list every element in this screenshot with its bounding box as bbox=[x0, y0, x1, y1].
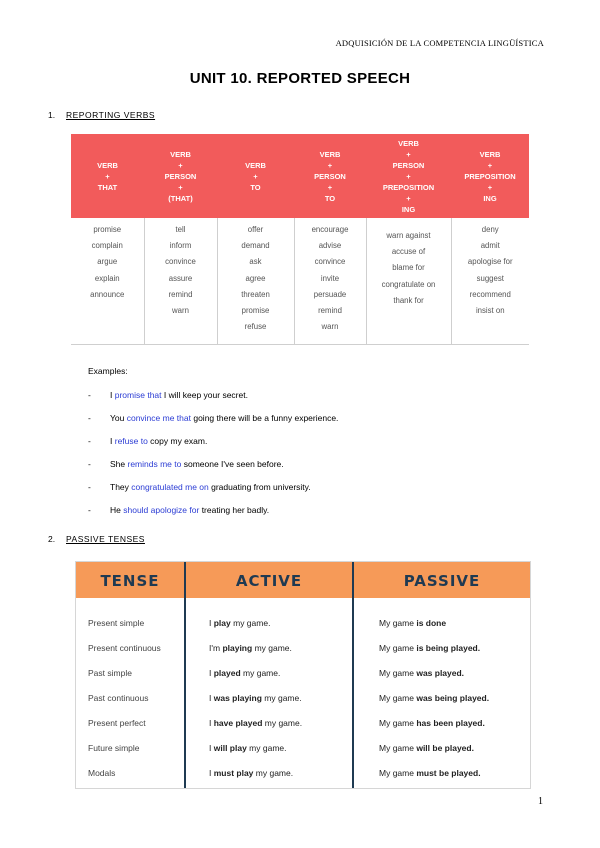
verb-item: thank for bbox=[393, 295, 424, 305]
running-header: ADQUISICIÓN DE LA COMPETENCIA LINGÜÍSTICA bbox=[335, 38, 544, 48]
verb-pattern-header bbox=[294, 134, 366, 218]
passive-bold-text: was being played. bbox=[416, 693, 490, 703]
active-example bbox=[209, 686, 302, 711]
sentence-start: They bbox=[110, 482, 132, 492]
verb-item: deny bbox=[481, 225, 499, 234]
verb-item: convince bbox=[165, 257, 196, 267]
header-line: THAT bbox=[97, 182, 118, 192]
example-sentence bbox=[88, 413, 338, 423]
table-header-row bbox=[76, 562, 530, 598]
reporting-verb-highlight: congratulated me on bbox=[131, 482, 209, 492]
header-line: VERB bbox=[97, 160, 118, 170]
reporting-verb-highlight: convince me that bbox=[126, 413, 191, 423]
passive-example bbox=[379, 736, 474, 761]
passive-pre-text: My game bbox=[379, 768, 417, 778]
active-pre-text: I bbox=[209, 618, 214, 628]
passive-bold-text: will be played. bbox=[416, 743, 474, 753]
tense-name: Present simple bbox=[88, 618, 145, 628]
passive-pre-text: My game bbox=[379, 668, 417, 678]
tense-name: Past simple bbox=[88, 668, 132, 678]
table-row bbox=[76, 736, 530, 761]
bullet-dash: - bbox=[88, 413, 91, 423]
verb-item: offer bbox=[247, 225, 264, 234]
header-line: PERSON bbox=[164, 171, 197, 181]
active-post-text: my game. bbox=[261, 693, 302, 703]
active-bold-text: play bbox=[213, 618, 231, 628]
active-example bbox=[209, 711, 302, 736]
header-line: + bbox=[253, 171, 258, 181]
sentence-end: I will keep your secret. bbox=[161, 390, 248, 400]
section-heading-passive-tenses bbox=[48, 534, 145, 544]
verb-item: threaten bbox=[241, 289, 270, 299]
header-line: ING bbox=[483, 193, 497, 203]
header-line: VERB bbox=[479, 149, 501, 159]
bullet-dash: - bbox=[88, 390, 91, 400]
active-example bbox=[209, 636, 292, 661]
bullet-dash: - bbox=[88, 505, 91, 515]
reporting-verb-highlight: refuse to bbox=[114, 436, 148, 446]
page-number: 1 bbox=[538, 796, 543, 807]
header-line: + bbox=[406, 149, 411, 159]
verb-item: invite bbox=[320, 273, 340, 283]
tense-name: Past continuous bbox=[88, 693, 149, 703]
table-row bbox=[76, 661, 530, 686]
verb-item: encourage bbox=[311, 225, 349, 234]
verb-item: congratulate on bbox=[381, 279, 436, 289]
examples-label: Examples: bbox=[88, 366, 128, 376]
passive-example bbox=[379, 686, 489, 711]
header-line: TO bbox=[250, 182, 261, 192]
passive-pre-text: My game bbox=[379, 718, 417, 728]
table-row bbox=[76, 711, 530, 736]
reporting-verb-highlight: should apologize for bbox=[123, 505, 200, 515]
verb-item: inform bbox=[169, 241, 192, 251]
verb-pattern-header bbox=[217, 134, 294, 218]
bullet-dash: - bbox=[88, 482, 91, 492]
passive-bold-text: must be played. bbox=[416, 768, 481, 778]
example-sentence bbox=[88, 482, 311, 492]
verb-item: announce bbox=[90, 289, 125, 299]
page-title: UNIT 10. REPORTED SPEECH bbox=[189, 70, 411, 87]
bullet-dash: - bbox=[88, 436, 91, 446]
verb-item: refuse bbox=[244, 322, 267, 332]
verb-pattern-header bbox=[71, 134, 144, 218]
section-number: 1. bbox=[48, 110, 56, 120]
active-bold-text: have played bbox=[213, 718, 263, 728]
sentence-start: You bbox=[110, 413, 127, 423]
active-post-text: my game. bbox=[240, 668, 281, 678]
section-number: 2. bbox=[48, 534, 56, 544]
tense-name: Modals bbox=[88, 768, 116, 778]
active-example bbox=[209, 611, 270, 636]
active-pre-text: I bbox=[209, 668, 214, 678]
passive-example bbox=[379, 636, 480, 661]
verb-list bbox=[144, 218, 217, 345]
verb-item: convince bbox=[314, 257, 346, 267]
verb-item: promise bbox=[93, 225, 122, 234]
verb-item: warn bbox=[172, 306, 189, 316]
verb-item: admit bbox=[480, 241, 500, 251]
verb-list bbox=[451, 218, 529, 345]
active-bold-text: will play bbox=[213, 743, 247, 753]
active-pre-text: I'm bbox=[209, 643, 223, 653]
tense-name: Future simple bbox=[88, 743, 140, 753]
header-line: VERB bbox=[245, 160, 266, 170]
verb-item: apologise for bbox=[467, 257, 513, 267]
header-passive: PASSIVE bbox=[403, 572, 481, 590]
active-post-text: my game. bbox=[246, 743, 287, 753]
header-line: + bbox=[406, 171, 411, 181]
verb-item: ask bbox=[249, 257, 262, 267]
passive-tenses-table bbox=[75, 561, 531, 789]
verb-item: recommend bbox=[469, 289, 511, 299]
section-heading-reporting-verbs bbox=[48, 110, 155, 120]
verb-list bbox=[294, 218, 366, 345]
active-post-text: my game. bbox=[253, 768, 294, 778]
header-active: ACTIVE bbox=[235, 572, 303, 590]
active-pre-text: I bbox=[209, 693, 214, 703]
verb-pattern-header bbox=[144, 134, 217, 218]
passive-example bbox=[379, 661, 464, 686]
verb-item: advise bbox=[318, 241, 342, 251]
verb-item: promise bbox=[241, 306, 270, 316]
verb-item: suggest bbox=[476, 273, 504, 283]
passive-example bbox=[379, 761, 481, 786]
verb-pattern-header bbox=[366, 134, 451, 218]
active-pre-text: I bbox=[209, 718, 214, 728]
passive-pre-text: My game bbox=[379, 643, 417, 653]
verb-item: tell bbox=[175, 225, 186, 234]
verb-item: remind bbox=[318, 306, 342, 316]
bullet-dash: - bbox=[88, 459, 91, 469]
passive-bold-text: is done bbox=[416, 618, 447, 628]
verb-item: demand bbox=[241, 241, 270, 251]
passive-example bbox=[379, 711, 485, 736]
sentence-start: She bbox=[110, 459, 128, 469]
verb-item: argue bbox=[97, 257, 118, 267]
sentence-end: someone I've seen before. bbox=[181, 459, 284, 469]
example-sentence bbox=[88, 505, 269, 515]
example-sentence bbox=[88, 459, 284, 469]
tense-name: Present continuous bbox=[88, 643, 161, 653]
verb-list bbox=[71, 218, 144, 345]
header-line: + bbox=[178, 182, 183, 192]
verb-item: assure bbox=[168, 273, 193, 283]
table-row bbox=[76, 636, 530, 661]
verb-item: insist on bbox=[475, 306, 505, 316]
header-line: + bbox=[327, 182, 333, 192]
header-line: PERSON bbox=[392, 160, 425, 170]
reporting-verb-highlight: reminds me to bbox=[127, 459, 182, 469]
verb-item: accuse of bbox=[391, 247, 426, 257]
header-tense: TENSE bbox=[100, 572, 160, 590]
sentence-end: going there will be a funny experience. bbox=[190, 413, 339, 423]
sentence-end: copy my exam. bbox=[147, 436, 208, 446]
example-sentence bbox=[88, 436, 207, 446]
verb-item: remind bbox=[168, 289, 193, 299]
passive-bold-text: was played. bbox=[416, 668, 465, 678]
table-row bbox=[76, 686, 530, 711]
verb-item: warn bbox=[321, 322, 339, 332]
verb-item: warn against bbox=[386, 231, 431, 240]
header-line: + bbox=[105, 171, 110, 181]
sentence-start: I bbox=[110, 390, 115, 400]
verb-item: complain bbox=[91, 241, 123, 251]
active-post-text: my game. bbox=[262, 718, 303, 728]
header-line: ING bbox=[401, 204, 416, 214]
header-line: VERB bbox=[319, 149, 341, 159]
example-sentence bbox=[88, 390, 248, 400]
reporting-verbs-table bbox=[71, 134, 529, 345]
active-bold-text: playing bbox=[222, 643, 253, 653]
sentence-end: treating her badly. bbox=[199, 505, 270, 515]
active-pre-text: I bbox=[209, 768, 214, 778]
active-example bbox=[209, 661, 280, 686]
active-post-text: my game. bbox=[252, 643, 292, 653]
table-row bbox=[76, 761, 530, 786]
passive-pre-text: My game bbox=[379, 743, 417, 753]
header-line: + bbox=[178, 160, 183, 170]
active-pre-text: I bbox=[209, 743, 214, 753]
active-bold-text: played bbox=[213, 668, 241, 678]
section-label: REPORTING VERBS bbox=[66, 110, 156, 120]
header-line: + bbox=[487, 182, 493, 192]
active-bold-text: must play bbox=[213, 768, 254, 778]
passive-pre-text: My game bbox=[379, 693, 417, 703]
sentence-start: I bbox=[110, 436, 115, 446]
header-line: (THAT) bbox=[168, 193, 193, 203]
header-line: PERSON bbox=[314, 171, 346, 181]
header-line: + bbox=[327, 160, 333, 170]
verb-item: agree bbox=[245, 273, 266, 283]
passive-example bbox=[379, 611, 446, 636]
verb-pattern-header bbox=[451, 134, 529, 218]
active-example bbox=[209, 736, 287, 761]
header-line: + bbox=[406, 193, 411, 203]
verb-list bbox=[366, 218, 451, 345]
header-line: PREPOSITION bbox=[382, 182, 435, 192]
reporting-verb-highlight: promise that bbox=[114, 390, 162, 400]
verb-list bbox=[217, 218, 294, 345]
header-line: VERB bbox=[398, 138, 419, 148]
passive-pre-text: My game bbox=[379, 618, 417, 628]
header-line: + bbox=[487, 160, 493, 170]
tense-name: Present perfect bbox=[88, 718, 146, 728]
header-line: TO bbox=[324, 193, 336, 203]
verb-item: explain bbox=[94, 273, 120, 283]
header-line: PREPOSITION bbox=[464, 171, 516, 181]
verb-item: persuade bbox=[313, 289, 347, 299]
active-bold-text: was playing bbox=[213, 693, 262, 703]
sentence-end: graduating from university. bbox=[208, 482, 311, 492]
active-post-text: my game. bbox=[230, 618, 271, 628]
table-row bbox=[76, 611, 530, 636]
header-line: VERB bbox=[170, 149, 191, 159]
active-example bbox=[209, 761, 293, 786]
section-label: PASSIVE TENSES bbox=[66, 534, 145, 544]
verb-item: blame for bbox=[392, 263, 425, 273]
sentence-start: He bbox=[110, 505, 124, 515]
passive-bold-text: has been played. bbox=[416, 718, 485, 728]
passive-bold-text: is being played. bbox=[416, 643, 481, 653]
